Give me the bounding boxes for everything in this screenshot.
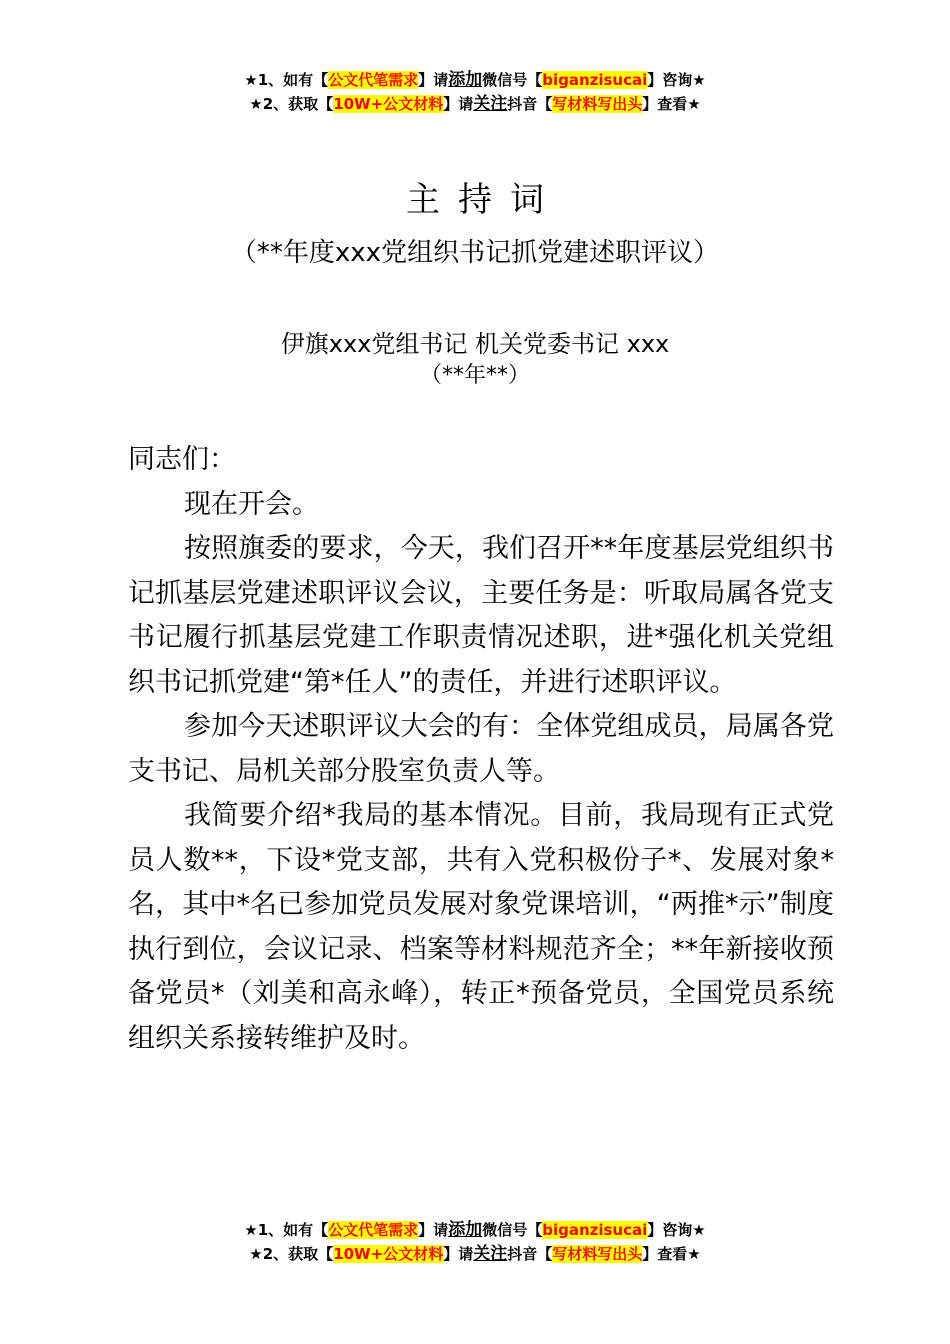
- paragraph: 我简要介绍*我局的基本情况。目前，我局现有正式党员人数**，下设*党支部，共有入党积极份子*、发展对象*名，其中*名已参加党员发展对象党课培训，“两推*示”制度执行到位，会议记录、档案等材料规范齐全；**年新接收预备党员*（刘美和高永峰），转正*预备党员，全国党员系统组织关系接转维护及时。: [128, 800, 834, 1054]
- banner-emphasis: 关注: [473, 94, 508, 114]
- document-title: 主持词: [406, 180, 562, 220]
- banner-line-2: ★2、获取【10W+公文材料】请关注抖音【写材料写出头】查看★: [249, 1244, 701, 1264]
- banner-emphasis: 添加: [448, 70, 483, 90]
- author-line: 伊旗xxx党组书记 机关党委书记 xxx: [280, 330, 670, 358]
- paragraph: 按照旗委的要求，今天，我们召开**年度基层党组织书记抓基层党建述职评议会议，主要任务是：听取局属各党支书记履行抓基层党建工作职责情况述职，进*强化机关党组织书记抓党建“第*任人”的责任，并进行述职评议。: [128, 533, 834, 698]
- top-banner: [0, 68, 950, 116]
- greeting: 同志们：: [128, 444, 236, 475]
- banner-highlight: 10W+公文材料: [333, 95, 444, 113]
- paragraph: 现在开会。: [184, 488, 319, 520]
- banner-wechat-id: biganzisucai: [542, 71, 648, 89]
- banner-highlight: 10W+公文材料: [333, 1245, 444, 1263]
- paragraph: 参加今天述职评议大会的有：全体党组成员，局属各党支书记、局机关部分股室负责人等。: [128, 711, 834, 787]
- banner-line-1: ★1、如有【公文代笔需求】请添加微信号【biganzisucai】咨询★: [244, 70, 706, 90]
- banner-line-1: ★1、如有【公文代笔需求】请添加微信号【biganzisucai】咨询★: [244, 1220, 706, 1240]
- banner-douyin-id: 写材料写出头: [552, 1245, 643, 1263]
- document-subtitle: （**年度xxx党组织书记抓党建述职评议）: [230, 238, 720, 268]
- banner-highlight: 公文代笔需求: [328, 1221, 419, 1239]
- banner-wechat-id: biganzisucai: [542, 1221, 648, 1239]
- date-line: （**年**）: [419, 363, 530, 388]
- banner-emphasis: 关注: [473, 1244, 508, 1264]
- banner-emphasis: 添加: [448, 1220, 483, 1240]
- document-body: [128, 438, 834, 1061]
- banner-douyin-id: 写材料写出头: [552, 95, 643, 113]
- banner-line-2: ★2、获取【10W+公文材料】请关注抖音【写材料写出头】查看★: [249, 94, 701, 114]
- banner-highlight: 公文代笔需求: [328, 71, 419, 89]
- bottom-banner: [0, 1218, 950, 1266]
